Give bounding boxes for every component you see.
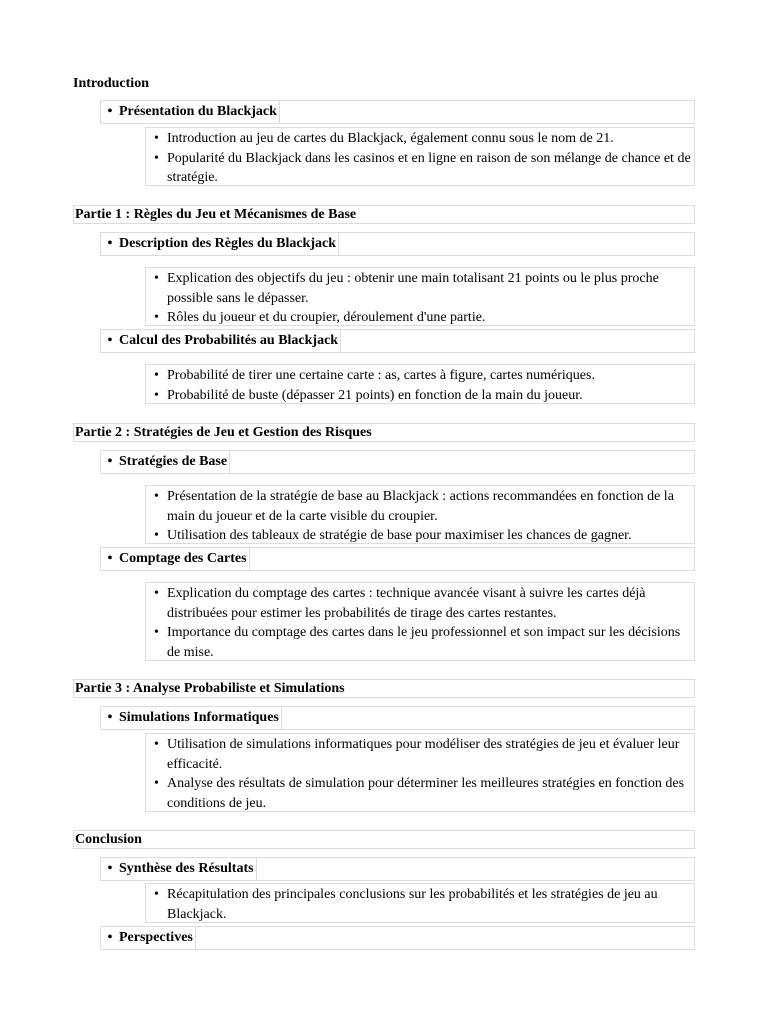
bullet-icon: • (154, 625, 159, 640)
subsection-title: Synthèse des Résultats (119, 861, 254, 876)
list-item: • Rôles du joueur et du croupier, déroulement d'une partie. (146, 308, 694, 328)
subsection-title: Présentation du Blackjack (119, 104, 277, 119)
list-item: • Analyse des résultats de simulation pour déterminer les meilleures stratégies en fonction des conditions de jeu. (146, 774, 694, 813)
bullet-icon: • (154, 131, 159, 146)
list-item: • Utilisation de simulations informatiques pour modéliser des stratégies de jeu et évaluer leur efficacité. (146, 735, 694, 774)
section-title-conclusion: Conclusion (73, 830, 695, 849)
bullet-list (145, 582, 695, 661)
subsection-synthese (100, 857, 695, 881)
list-item: • Introduction au jeu de cartes du Blackjack, également connu sous le nom de 21. (146, 129, 694, 149)
list-item: • Explication des objectifs du jeu : obtenir une main totalisant 21 points ou le plus proche possible sans le dépasser. (146, 269, 694, 308)
list-item: • Explication du comptage des cartes : technique avancée visant à suivre les cartes déjà distribuées pour estimer les probabilités de tirage des cartes restantes. (146, 584, 694, 623)
subsection-simulations (100, 706, 695, 730)
bullet-icon: • (154, 150, 159, 166)
subsection-calcul-probabilites (100, 329, 695, 353)
subsection-title: Stratégies de Base (119, 454, 228, 469)
section-title-partie-2: Partie 2 : Stratégies de Jeu et Gestion des Risques (73, 423, 695, 442)
list-item: • Probabilité de tirer une certaine carte : as, cartes à figure, cartes numériques. (146, 366, 694, 386)
bullet-list (145, 485, 695, 544)
bullet-icon: • (107, 710, 113, 725)
bullet-list (145, 733, 695, 812)
bullet-list (145, 127, 695, 186)
subsection-title: Simulations Informatiques (119, 710, 279, 725)
bullet-icon: • (107, 236, 113, 251)
bullet-icon: • (154, 489, 159, 504)
bullet-icon: • (154, 776, 159, 791)
bullet-icon: • (154, 586, 159, 601)
bullet-icon: • (107, 861, 113, 876)
subsection-title: Description des Règles du Blackjack (119, 236, 336, 251)
subsection-title: Perspectives (119, 930, 193, 945)
bullet-icon: • (154, 368, 159, 383)
section-title-partie-3: Partie 3 : Analyse Probabiliste et Simulations (73, 679, 695, 698)
subsection-comptage-cartes (100, 547, 695, 571)
bullet-icon: • (107, 454, 113, 469)
bullet-icon: • (107, 551, 113, 566)
bullet-icon: • (154, 387, 159, 403)
section-title-introduction: Introduction (73, 76, 149, 91)
subsection-description-regles (100, 232, 695, 256)
list-item: • Présentation de la stratégie de base au Blackjack : actions recommandées en fonction de la main du joueur et de la carte visible du croupier. (146, 487, 694, 526)
list-item: • Utilisation des tableaux de stratégie de base pour maximiser les chances de gagner. (146, 526, 694, 546)
bullet-list (145, 267, 695, 326)
bullet-icon: • (107, 930, 113, 945)
bullet-icon: • (154, 271, 159, 286)
bullet-icon: • (154, 310, 159, 325)
list-item: • Popularité du Blackjack dans les casinos et en ligne en raison de son mélange de chance et de stratégie. (146, 149, 694, 188)
list-item: • Importance du comptage des cartes dans le jeu professionnel et son impact sur les décisions de mise. (146, 623, 694, 662)
subsection-title: Calcul des Probabilités au Blackjack (119, 333, 339, 348)
bullet-list (145, 883, 695, 923)
bullet-icon: • (107, 104, 113, 119)
bullet-list (145, 364, 695, 404)
bullet-icon: • (107, 333, 113, 348)
subsection-strategies-base (100, 450, 695, 474)
section-title-partie-1: Partie 1 : Règles du Jeu et Mécanismes de Base (73, 205, 695, 224)
bullet-icon: • (154, 887, 159, 902)
bullet-icon: • (154, 528, 159, 543)
list-item: • Probabilité de buste (dépasser 21 points) en fonction de la main du joueur. (146, 386, 694, 406)
list-item: • Récapitulation des principales conclusions sur les probabilités et les stratégies de jeu au Blackjack. (146, 885, 694, 924)
bullet-icon: • (154, 737, 159, 752)
subsection-title: Comptage des Cartes (119, 551, 247, 566)
subsection-perspectives (100, 926, 695, 950)
subsection-presentation-blackjack (100, 100, 695, 124)
